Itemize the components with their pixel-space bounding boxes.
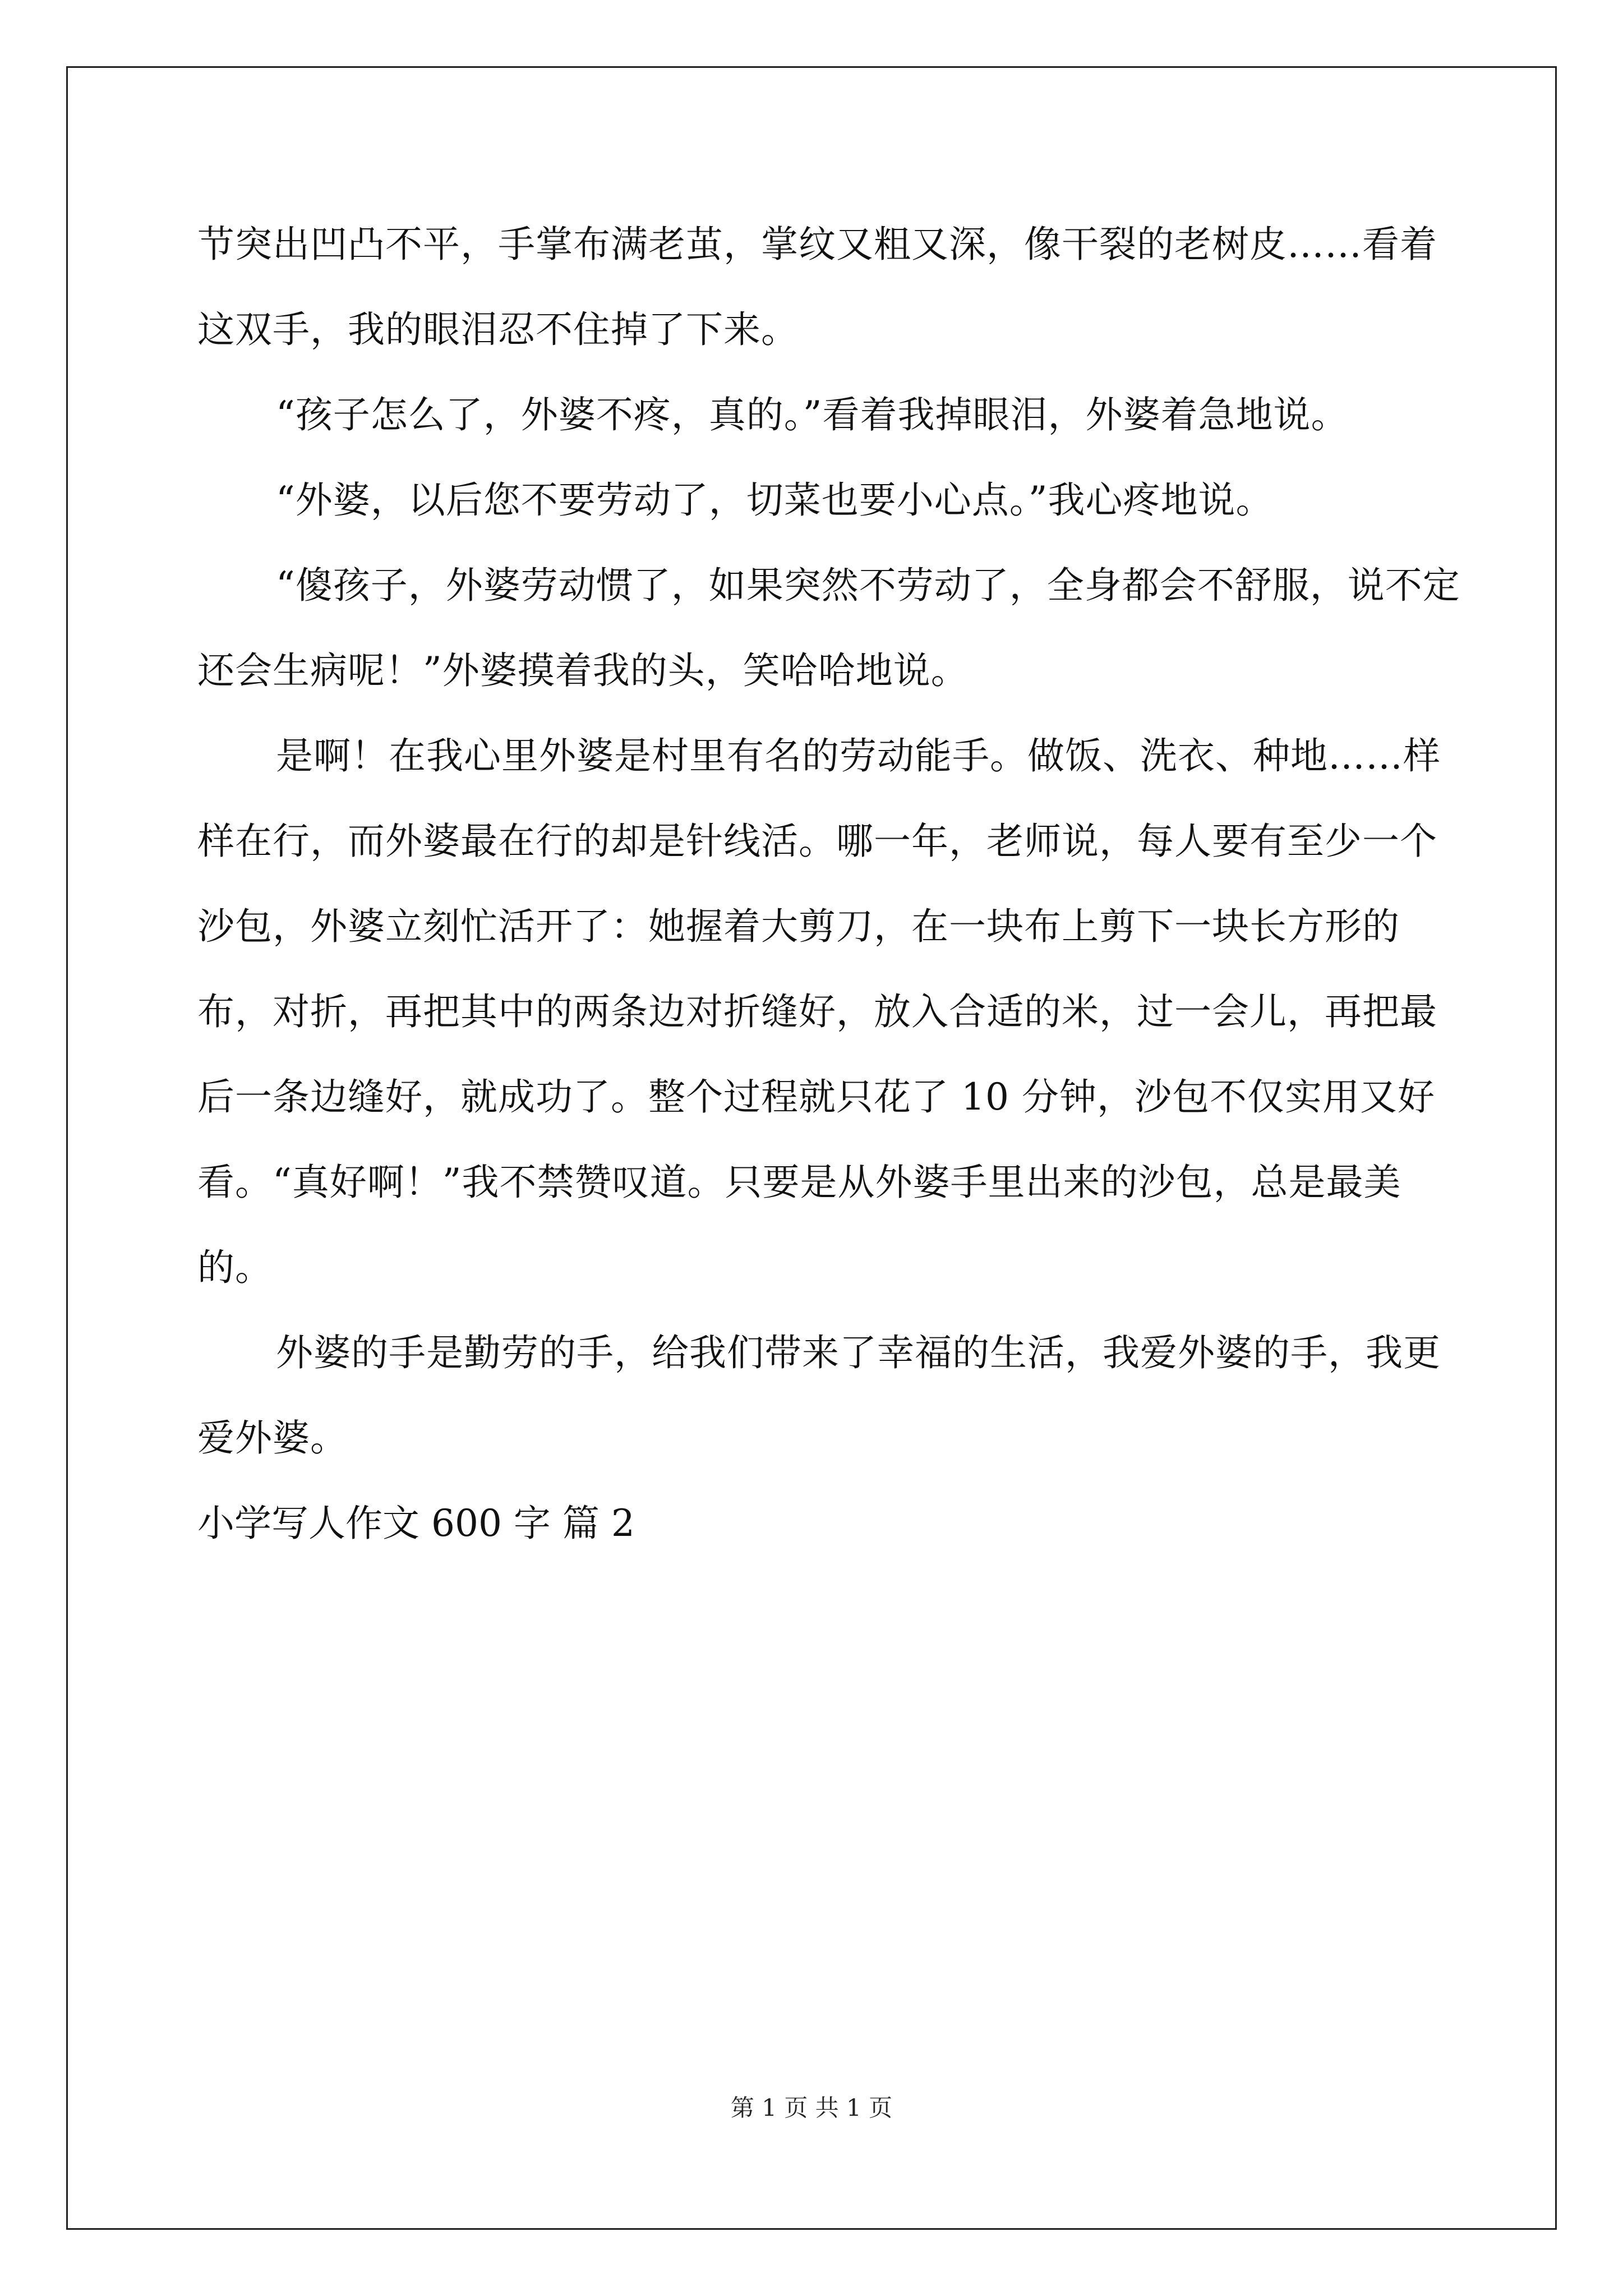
paragraph-1: 节突出凹凸不平，手掌布满老茧，掌纹又粗又深，像干裂的老树皮……看着这双手，我的眼泪忍不住掉了下来。 <box>197 223 1437 351</box>
document-body <box>197 202 1465 1566</box>
paragraph-3: “外婆，以后您不要劳动了，切菜也要小心点。”我心疼地说。 <box>276 478 1274 522</box>
paragraph-5: 是啊！在我心里外婆是村里有名的劳动能手。做饭、洗衣、种地……样样在行，而外婆最在行的却是针线活。哪一年，老师说，每人要有至少一个沙包，外婆立刻忙活开了：她握着大剪刀，在一块布上剪下一块长方形的布，对折，再把其中的两条边对折缝好，放入合适的米，过一会儿，再把最后一条边缝好，就成功了。整个过程就只花了 10 分钟，沙包不仅实用又好看。“真好啊！”我不禁赞叹道。只要是从外婆手里出来的沙包，总是最美的。 <box>197 734 1441 1289</box>
paragraph-2: “孩子怎么了，外婆不疼，真的。”看着我掉眼泪，外婆着急地说。 <box>276 393 1349 436</box>
paragraph-6: 外婆的手是勤劳的手，给我们带来了幸福的生活，我爱外婆的手，我更爱外婆。 <box>197 1331 1441 1460</box>
section-heading: 小学写人作文 600 字 篇 2 <box>197 1502 635 1545</box>
paragraph-4: “傻孩子，外婆劳动惯了，如果突然不劳动了，全身都会不舒服，说不定还会生病呢！”外婆摸着我的头，笑哈哈地说。 <box>197 564 1460 692</box>
page-footer: 第 1 页 共 1 页 <box>730 2094 893 2122</box>
